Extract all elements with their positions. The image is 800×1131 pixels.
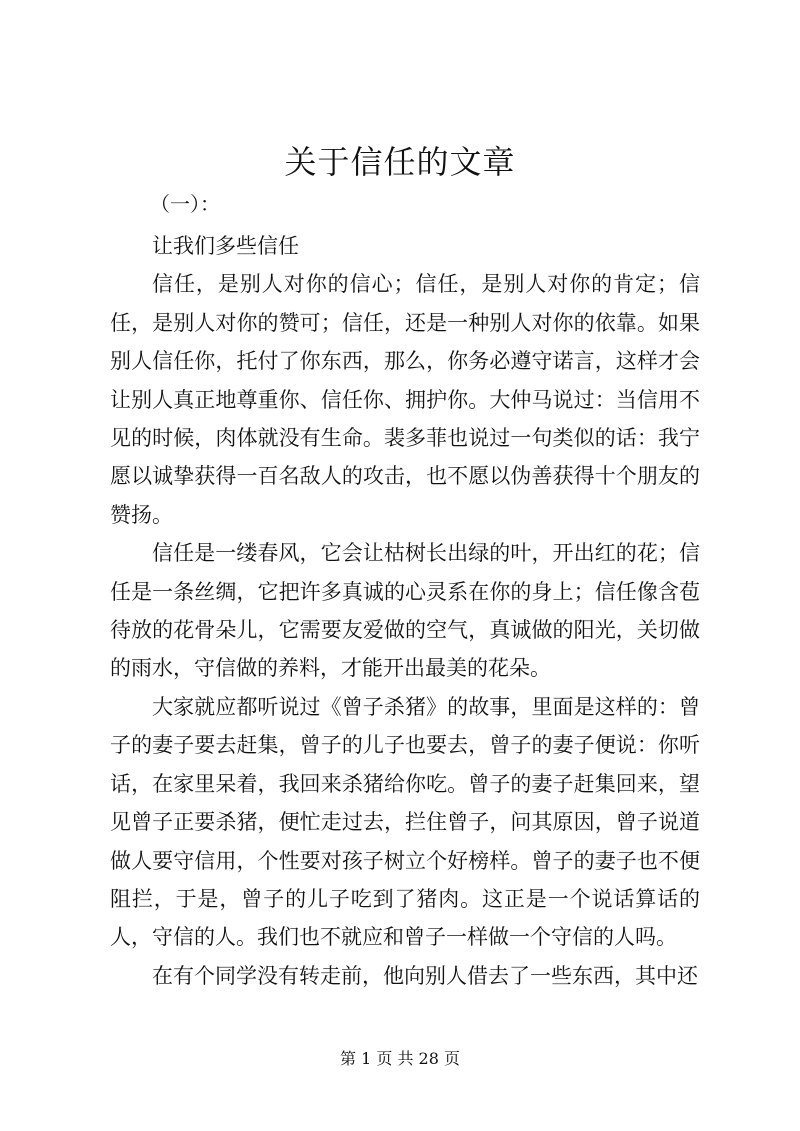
article-body xyxy=(110,227,700,995)
section-label: （一）： xyxy=(150,192,220,216)
body-paragraph-1: 信任，是别人对你的信心；信任，是别人对你的肯定；信任，是别人对你的赞可；信任，还是一种别人对你的依靠。如果别人信任你，托付了你东西，那么，你务必遵守诺言，这样才会让别人真正地尊重你、信任你、拥护你。大仲马说过：当信用不见的时候，肉体就没有生命。裴多菲也说过一句类似的话：我宁愿以诚挚获得一百名敌人的攻击，也不愿以伪善获得十个朋友的赞扬。 xyxy=(110,272,700,527)
body-paragraph-3: 大家就应都听说过《曾子杀猪》的故事，里面是这样的：曾子的妻子要去赶集，曾子的儿子也要去，曾子的妻子便说：你听话，在家里呆着，我回来杀猪给你吃。曾子的妻子赶集回来，望见曾子正要杀猪，便忙走过去，拦住曾子，问其原因，曾子说道做人要守信用，个性要对孩子树立个好榜样。曾子的妻子也不便阻拦，于是，曾子的儿子吃到了猪肉。这正是一个说话算话的人，守信的人。我们也不就应和曾子一样做一个守信的人吗。 xyxy=(110,694,700,950)
subtitle-paragraph: 让我们多些信任 xyxy=(152,234,299,258)
page-footer: 第 1 页 共 28 页 xyxy=(340,1049,460,1068)
body-paragraph-2: 信任是一缕春风，它会让枯树长出绿的叶，开出红的花；信任是一条丝绸，它把许多真诚的心灵系在你的身上；信任像含苞待放的花骨朵儿，它需要友爱做的空气，真诚做的阳光，关切做的雨水，守信做的养料，才能开出最美的花朵。 xyxy=(110,541,700,681)
body-paragraph-4: 在有个同学没有转走前，他向别人借去了一些东西，其中还 xyxy=(152,963,698,988)
document-title: 关于信任的文章 xyxy=(284,143,516,181)
